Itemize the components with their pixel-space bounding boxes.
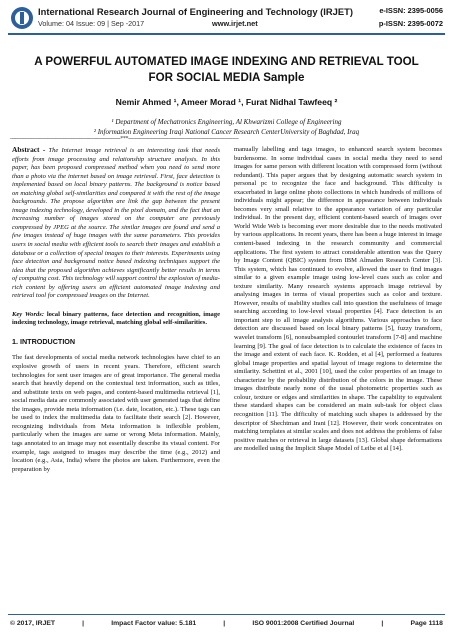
intro-paragraph-left: The fast developments of social media network technologies have chief to an explosive growth of users in recent years. Therefore, efficient search technologies for sent user images are of great importance. The general media search that heavily depend on the contextual text information, such as titles, and substitute texts on web pages, and content-based multimedia retrieval [1], social media data are commonly associated with user generated tags that define the images, provide meta information (i.e. date, location, etc.). These tags can be used to index the multimedia data to facilitate their search [2]. However, recognizing individuals from Meta information is inflexible problem, particularly when the images are same or wrong Meta information. Mainly, tags annotated to an image may not essentially describe its visual content. For example, tags assigned to images may describe the time (e.g., 2012) and location (e.g., Asia, India) where the photos are taken. Furthermore, even the preparation by xyxy=(12,354,220,473)
paper-title xyxy=(0,54,453,86)
footer-impact-factor: Impact Factor value: 5.181 xyxy=(111,620,197,627)
keywords-text: local binary patterns, face detection and recognition, image indexing technology, image retrieval, matching global self-similarities. xyxy=(12,310,221,327)
left-column xyxy=(12,146,220,474)
title-line-2: FOR SOCIAL MEDIA Sample xyxy=(148,71,305,84)
journal-name: International Research Journal of Engineering and Technology (IRJET) xyxy=(38,6,353,17)
footer-sep-2: | xyxy=(223,620,226,627)
affiliation-1: ¹ Department of Mechatronics Engineering, Al Khwarizmi College of Engineering xyxy=(111,118,342,126)
abstract xyxy=(12,146,220,301)
intro-paragraph-right: manually labelling and tags images, to enhanced search system becomes burdensome. In some individual cases in social media they need to send images for same person with different location with compressed form (without redundant). This paper argues that by designing automatic search system in personal pc to recognize the face and background. This difficulty is exacerbated in large online photo collections in which hundreds of millions of individuals might appear; the difference in appearance between individuals becomes very small relative to the appearance variation of any particular individual. In the present day, efficient content-based search of images over World Wide Web is becoming ever more desirable due to the needs motivated by various applications. In recent years, there has been a huge interest in image content-based indexing in the research community and commercial applications. The first system to attract considerable attention was the Query by Image Content (QBIC) system from IBM Almaden Research Center [3]. This system, which has continued to evolve, allowed the user to find images similar to a given example image using low-level cues such as color and texture similarity. Many research systems approach image retrieval by analysing images in terms of visual properties such as color and texture. However, results of usability studies call into question the usefulness of image searching according to low-level visual properties [4]. Face detection is an important step to all image analysis algorithms. Various approaches to face detection are discussed based on local binary patterns [5], fuzzy transform, wavelet transform [6], nonsubsampled contourlet transform [7-8] and machine learning [9]. The goal of face detection is to calculate the existence of faces in the image and extent of each face. K. Rodden, et al [4], performed a features global image properties and spatial layout of image regions to determine the similarity. Schettini et al., 2001 [10], used the color properties of an image to characterize by the probability distribution of the colors in the image. These images distribute nearly none of the usual photometric properties such as colour, texture or edges and similarities in shape. The capability to equivalent these standard shapes can be considered an main sub-task for object class recognition [11]. The difficulty of matching such shapes is addressed by the descriptor of Shechtman and Irani [12]. However, their work concentrates on matching templates at similar scales and does not address the problems of false positive matches or retrieval in large datasets [13]. Global shape deformations are modelled using the Implicit Shape Model of Leibe et al [14]. xyxy=(234,146,442,453)
keywords-label: Key Words: xyxy=(12,310,45,318)
footer-page-number: Page 1118 xyxy=(410,620,443,627)
abstract-text: The Internet image retrieval is an interesting task that needs efforts from image processing and relationship structure analysis. In this paper, has been proposed compressed method when you need to send more than a photo via the internet based on image retrieval. First, face detection is implemented based on local binary patterns. The background is notice based on matching global self-similarities and compared it with the rest of the image backgrounds. The propose algorithm are link the gap between the present image indexing technology, developed in the pixel domain, and the fact that an increasing number of images stored on the computer are previously compressed by JPEG at the source. The similar images are found and send a few images instead of huge images with the same parameters. This provides users in social media with efficient tools to search their images and establish a database or a collection of special images to their interests. Experiments using face detection and background notice based indexing techniques support the idea that the proposed algorithm achieves significantly better results in terms of computing cost. This technology will support control the explosion of media-rich content by offering users an efficient automated image indexing and retrieval tool for compressed images on the Internet. xyxy=(12,147,220,300)
keywords xyxy=(12,311,220,328)
section-heading-introduction: 1. INTRODUCTION xyxy=(12,336,76,346)
header-divider xyxy=(8,33,445,35)
page-footer xyxy=(10,620,443,627)
right-column xyxy=(234,146,442,454)
footer-copyright: © 2017, IRJET xyxy=(10,620,56,627)
journal-url[interactable]: www.irjet.net xyxy=(212,19,258,28)
footer-sep-3: | xyxy=(381,620,384,627)
author-list: Nemir Ahmed ¹, Ameer Morad ¹, Furat Nidhal Tawfeeq ² xyxy=(115,97,338,107)
irjet-logo-icon xyxy=(10,6,34,30)
abstract-label: Abstract - xyxy=(12,145,46,154)
e-issn: e-ISSN: 2395-0056 xyxy=(379,6,443,15)
volume-issue: Volume: 04 Issue: 09 | Sep -2017 xyxy=(38,19,145,28)
footer-divider xyxy=(8,614,445,615)
title-line-1: A POWERFUL AUTOMATED IMAGE INDEXING AND RETRIEVAL TOOL xyxy=(34,55,419,68)
footer-iso: ISO 9001:2008 Certified Journal xyxy=(252,620,355,627)
p-issn: p-ISSN: 2395-0072 xyxy=(378,19,443,28)
affiliation-2: ² Information Engineering Iraqi National Cancer Research CenterUniversity of Baghdad, Iraq xyxy=(93,128,360,136)
footer-sep-1: | xyxy=(82,620,85,627)
section-separator: ---------------------------------------------------------------------***--------------------------------------------------------------------- xyxy=(10,136,239,142)
journal-header xyxy=(0,0,453,40)
